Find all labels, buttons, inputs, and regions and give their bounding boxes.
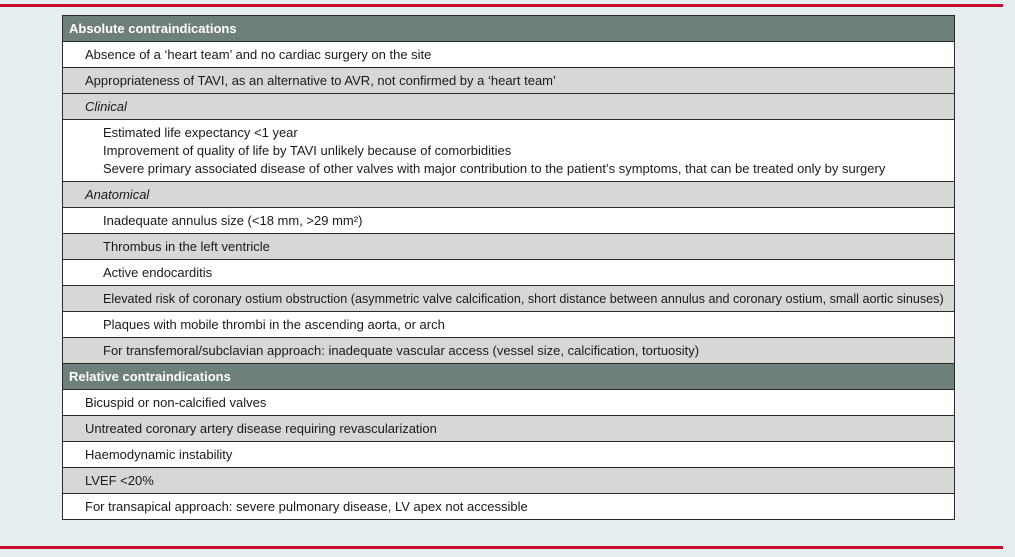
- table-row: [63, 468, 955, 494]
- relative-item: Bicuspid or non-calcified valves: [63, 390, 955, 416]
- table-row: [63, 312, 955, 338]
- clinical-item: Estimated life expectancy <1 year: [103, 124, 298, 140]
- anatomical-item: For transfemoral/subclavian approach: inadequate vascular access (vessel size, calcification, tortuosity): [63, 338, 955, 364]
- table-row: [63, 286, 955, 312]
- contraindications-table: [62, 15, 955, 520]
- table-row: [63, 442, 955, 468]
- table-section-header: [63, 364, 955, 390]
- anatomical-item: Inadequate annulus size (<18 mm, >29 mm²): [63, 208, 955, 234]
- anatomical-item: Active endocarditis: [63, 260, 955, 286]
- relative-item: LVEF <20%: [63, 468, 955, 494]
- table-row: [63, 260, 955, 286]
- table-row: [63, 338, 955, 364]
- clinical-subheader: Clinical: [63, 94, 955, 120]
- relative-item: For transapical approach: severe pulmonary disease, LV apex not accessible: [63, 494, 955, 520]
- table-subheader-row: [63, 182, 955, 208]
- table-row: [63, 390, 955, 416]
- table-section-header: [63, 16, 955, 42]
- clinical-item: Severe primary associated disease of other valves with major contribution to the patient’s symptoms, that can be treated only by surgery: [103, 160, 886, 176]
- bottom-accent-rule: [0, 546, 1003, 549]
- table-row: [63, 42, 955, 68]
- anatomical-item: Elevated risk of coronary ostium obstruction (asymmetric valve calcification, short distance between annulus and coronary ostium, small aortic sinuses): [63, 286, 955, 312]
- relative-item: Haemodynamic instability: [63, 442, 955, 468]
- table-subheader-row: [63, 94, 955, 120]
- table-row: [63, 234, 955, 260]
- table-row: [63, 208, 955, 234]
- absolute-contraindications-header: Absolute contraindications: [63, 16, 955, 42]
- table-cell: Absence of a ‘heart team’ and no cardiac surgery on the site: [63, 42, 955, 68]
- relative-item: Untreated coronary artery disease requiring revascularization: [63, 416, 955, 442]
- relative-contraindications-header: Relative contraindications: [63, 364, 955, 390]
- table-row: [63, 68, 955, 94]
- table-cell: Appropriateness of TAVI, as an alternative to AVR, not confirmed by a ‘heart team’: [63, 68, 955, 94]
- anatomical-item: Plaques with mobile thrombi in the ascending aorta, or arch: [63, 312, 955, 338]
- table-row: [63, 120, 955, 182]
- clinical-items-cell: [63, 120, 955, 182]
- table-row: [63, 416, 955, 442]
- clinical-item: Improvement of quality of life by TAVI unlikely because of comorbidities: [103, 142, 512, 158]
- anatomical-subheader: Anatomical: [63, 182, 955, 208]
- table-row: [63, 494, 955, 520]
- anatomical-item: Thrombus in the left ventricle: [63, 234, 955, 260]
- top-accent-rule: [0, 4, 1003, 7]
